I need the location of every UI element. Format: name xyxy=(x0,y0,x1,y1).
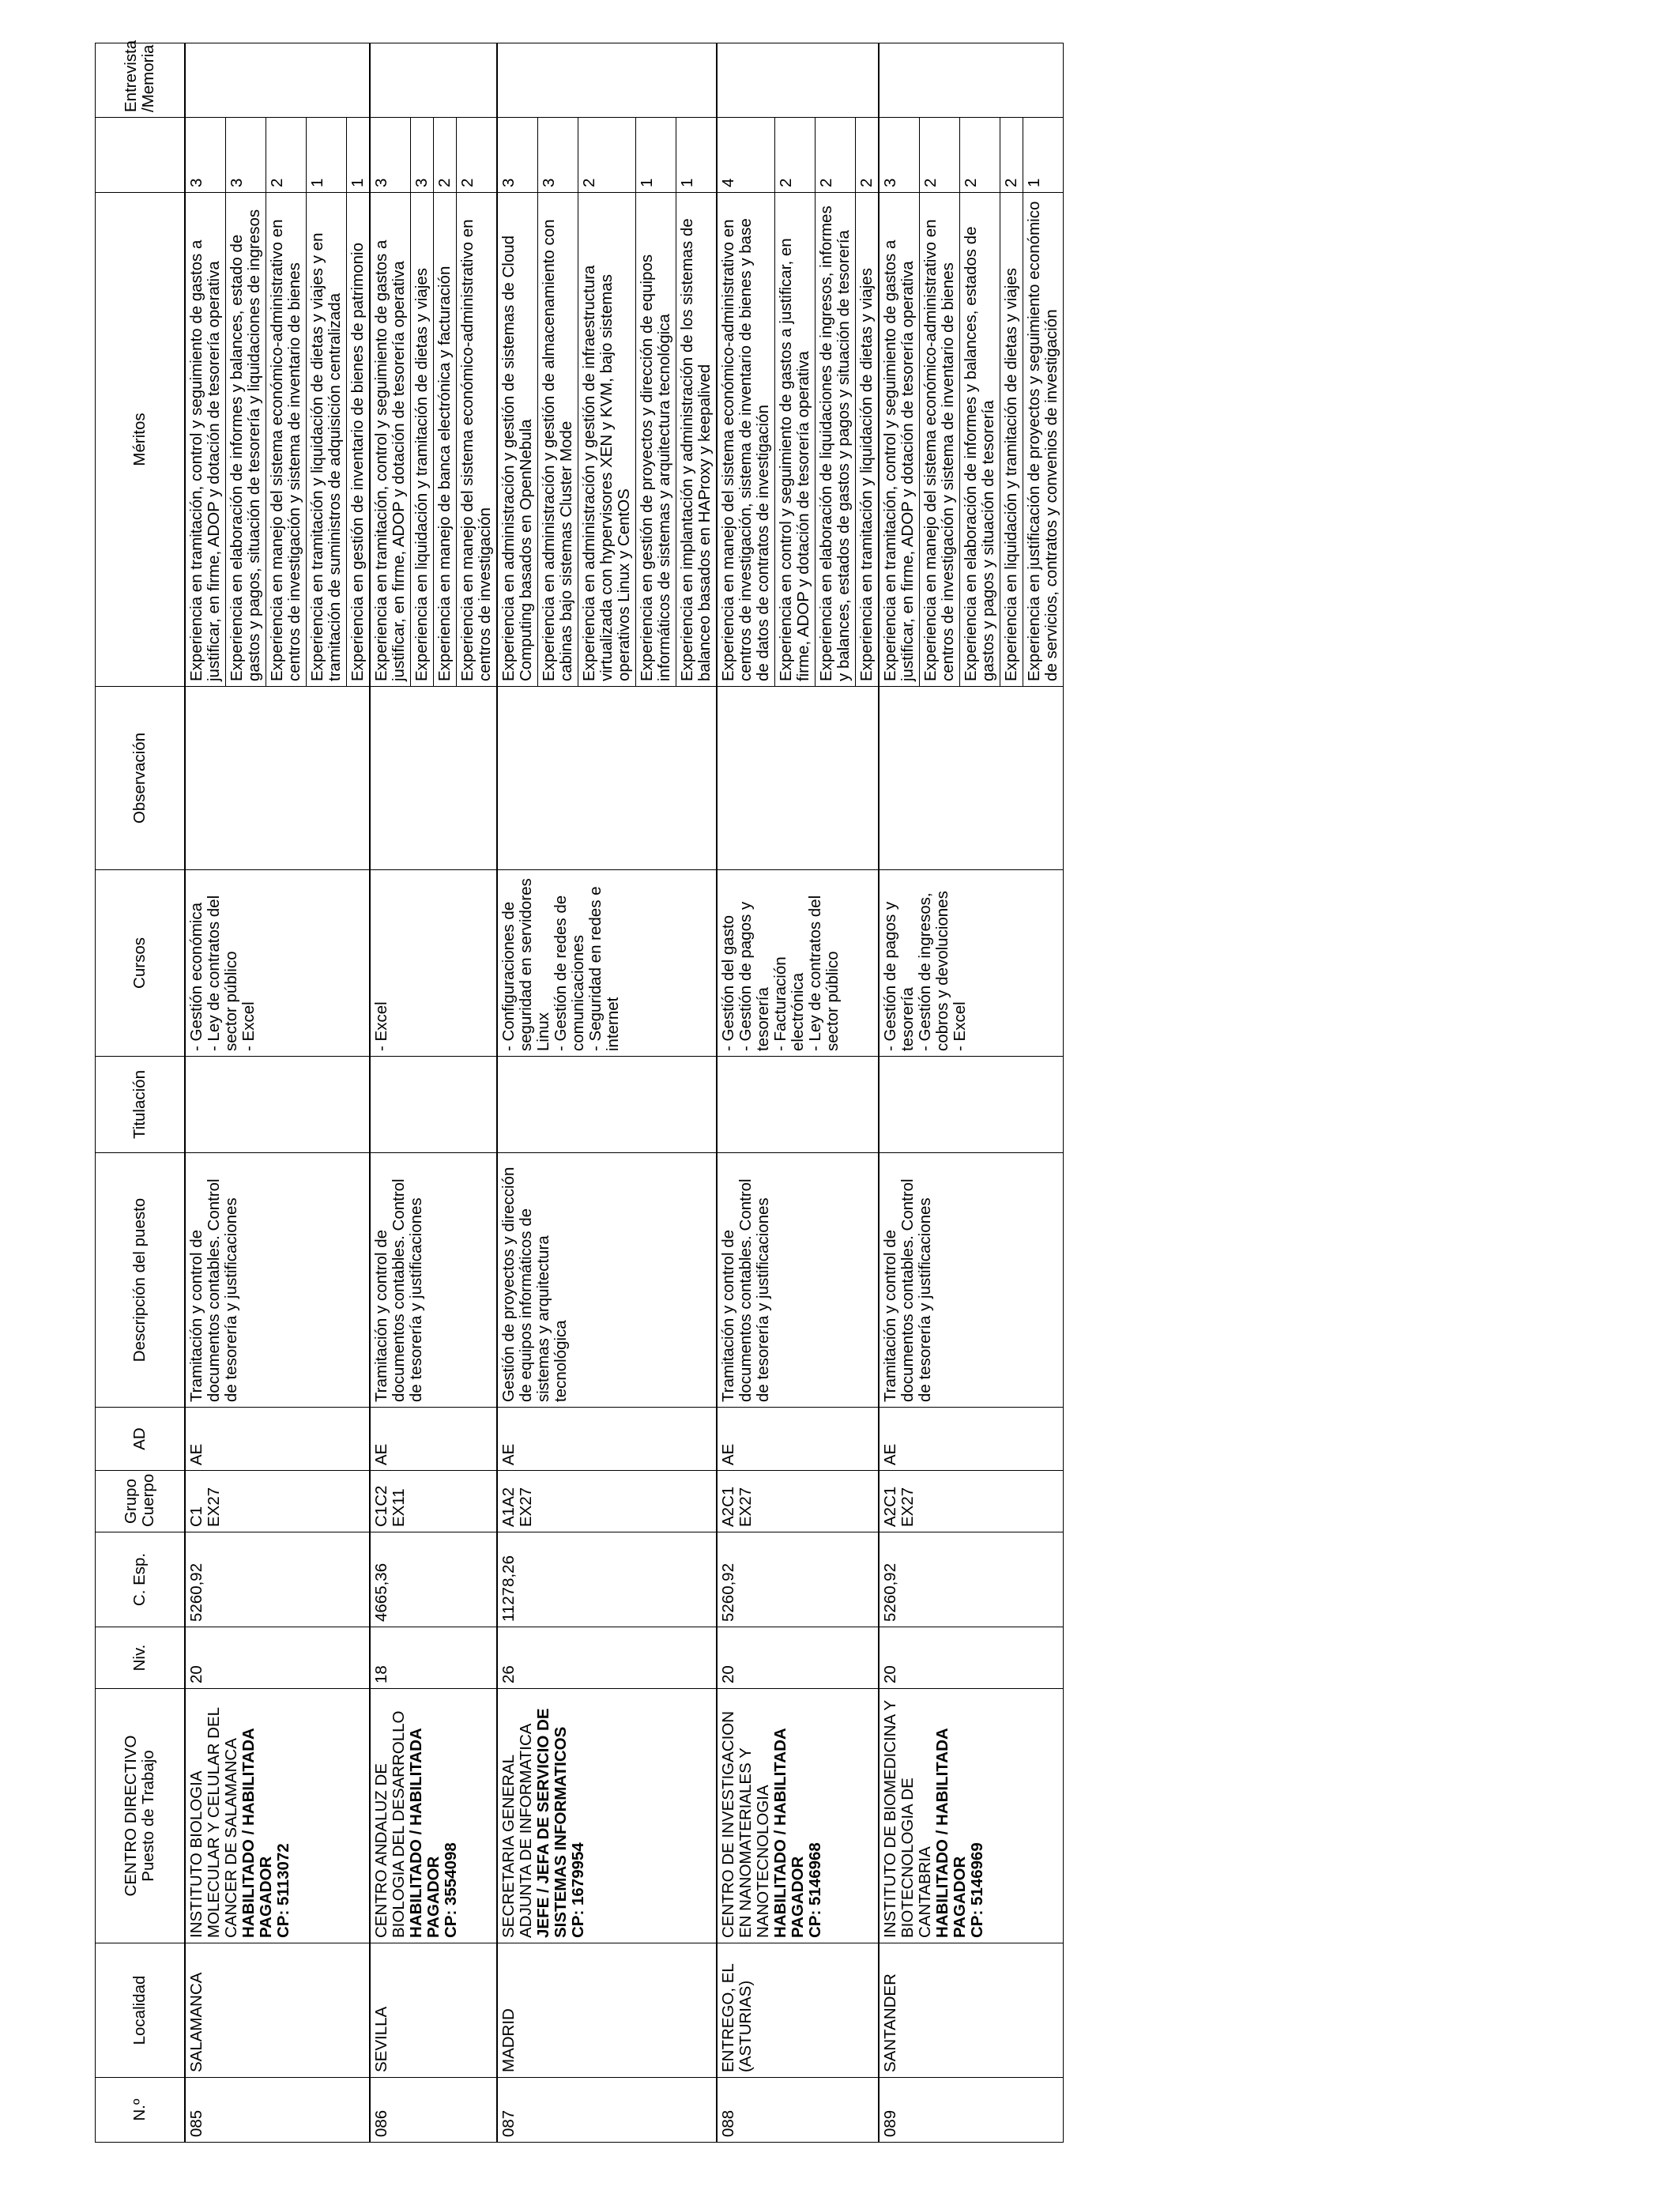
cell-grupo xyxy=(879,1471,1064,1532)
cell-ad: AE xyxy=(879,1408,1064,1471)
cp-code: CP: 5146969 xyxy=(968,1842,986,1938)
puesto-name: HABILITADO / HABILITADA PAGADOR xyxy=(407,1728,443,1938)
cell-entrevista xyxy=(370,43,497,118)
header-row xyxy=(96,43,186,2143)
cell-merito: Experiencia en elaboración de liquidaciones de ingresos, informes y balances, estados de gastos y pagos y situación de tesorería xyxy=(816,193,856,687)
cell-merito-points: 2 xyxy=(775,118,816,193)
header-grupo: Grupo Cuerpo xyxy=(96,1471,186,1532)
cell-merito: Experiencia en elaboración de informes y balances, estados de gastos y pagos y situación de tesorería xyxy=(960,193,1000,687)
cell-centro xyxy=(717,1689,879,1943)
cell-nivel: 20 xyxy=(185,1627,370,1689)
cell-merito: Experiencia en administración y gestión de almacenamiento con cabinas bajo sistemas Cluster Mode xyxy=(538,193,578,687)
cell-grupo xyxy=(717,1471,879,1532)
header-centro: CENTRO DIRECTIVO Puesto de Trabajo xyxy=(96,1689,186,1943)
cell-merito-points: 2 xyxy=(960,118,1000,193)
cell-nivel: 20 xyxy=(717,1627,879,1689)
cell-number: 089 xyxy=(879,2078,1064,2143)
header-observacion: Observación xyxy=(96,687,186,870)
cuerpo-value: EX27 xyxy=(517,1487,535,1527)
cell-merito-points: 1 xyxy=(676,118,718,193)
cell-descripcion: Tramitación y control de documentos contables. Control de tesorería y justificaciones xyxy=(370,1153,497,1408)
header-descripcion: Descripción del puesto xyxy=(96,1153,186,1408)
header-cesp: C. Esp. xyxy=(96,1532,186,1627)
cell-titulacion xyxy=(370,1057,497,1153)
cell-grupo xyxy=(185,1471,370,1532)
cell-merito-points: 1 xyxy=(347,118,371,193)
header-ad: AD xyxy=(96,1408,186,1471)
cell-cursos xyxy=(185,870,370,1057)
curso-item: - Ley de contratos del sector público xyxy=(205,895,240,1051)
table-body xyxy=(185,43,1064,2143)
cell-merito: Experiencia en liquidación y tramitación de dietas y viajes xyxy=(1000,193,1023,687)
cell-ad: AE xyxy=(717,1408,879,1471)
cell-merito: Experiencia en manejo del sistema económico-administrativo en centros de investigación, sistema de inventario de bienes y base de datos de contratos de investigación xyxy=(717,193,775,687)
cell-merito-points: 3 xyxy=(185,118,226,193)
puesto-name: JEFE / JEFA DE SERVICIO DE SISTEMAS INFORMATICOS xyxy=(534,1708,570,1938)
cell-complemento: 5260,92 xyxy=(879,1532,1064,1627)
cell-localidad: SANTANDER xyxy=(879,1943,1064,2078)
header-localidad: Localidad xyxy=(96,1943,186,2078)
cell-ad: AE xyxy=(370,1408,497,1471)
cell-observacion xyxy=(879,687,1064,870)
cell-merito-points: 3 xyxy=(411,118,434,193)
cell-number: 087 xyxy=(497,2078,717,2143)
cell-number: 086 xyxy=(370,2078,497,2143)
header-entrevista: Entrevista /Memoria xyxy=(96,43,186,118)
cell-merito-points: 3 xyxy=(226,118,266,193)
cell-number: 085 xyxy=(185,2078,370,2143)
cell-entrevista xyxy=(879,43,1064,118)
cell-localidad: MADRID xyxy=(497,1943,717,2078)
cp-code: CP: 3554098 xyxy=(442,1842,460,1938)
centro-name: SECRETARIA GENERAL ADJUNTA DE INFORMATICA xyxy=(499,1723,535,1938)
curso-item: - Gestión de pagos y tesorería xyxy=(881,901,917,1051)
cell-observacion xyxy=(717,687,879,870)
cp-code: CP: 5146968 xyxy=(806,1842,824,1938)
cell-titulacion xyxy=(717,1057,879,1153)
table-row xyxy=(370,43,411,2143)
cell-complemento: 11278,26 xyxy=(497,1532,717,1627)
grupo-value: C1 xyxy=(187,1506,205,1527)
centro-name: CENTRO DE INVESTIGACION EN NANOMATERIALES Y NANOTECNOLOGIA xyxy=(719,1710,772,1938)
cell-cursos xyxy=(497,870,717,1057)
cell-titulacion xyxy=(497,1057,717,1153)
cell-observacion xyxy=(185,687,370,870)
cell-entrevista xyxy=(185,43,370,118)
cell-merito-points: 2 xyxy=(457,118,498,193)
cell-titulacion xyxy=(185,1057,370,1153)
cell-merito-points: 2 xyxy=(578,118,636,193)
curso-item: - Configuraciones de seguridad en servidores Linux xyxy=(499,878,552,1051)
cell-merito-points: 2 xyxy=(434,118,457,193)
curso-item: - Gestión del gasto xyxy=(719,914,737,1051)
grupo-value: A2C1 xyxy=(719,1486,737,1527)
header-puntos xyxy=(96,118,186,193)
cell-titulacion xyxy=(879,1057,1064,1153)
cell-merito-points: 3 xyxy=(497,118,538,193)
table-row xyxy=(717,43,775,2143)
cell-merito-points: 2 xyxy=(816,118,856,193)
cell-descripcion: Gestión de proyectos y dirección de equipos informáticos de sistemas y arquitectura tecnológica xyxy=(497,1153,717,1408)
cell-grupo xyxy=(497,1471,717,1532)
cell-merito-points: 1 xyxy=(636,118,676,193)
cell-nivel: 26 xyxy=(497,1627,717,1689)
cell-grupo xyxy=(370,1471,497,1532)
cell-localidad: SEVILLA xyxy=(370,1943,497,2078)
cell-ad: AE xyxy=(185,1408,370,1471)
header-titulacion: Titulación xyxy=(96,1057,186,1153)
puesto-name: HABILITADO / HABILITADA PAGADOR xyxy=(239,1728,275,1938)
cell-descripcion: Tramitación y control de documentos contables. Control de tesorería y justificaciones xyxy=(879,1153,1064,1408)
cell-localidad: SALAMANCA xyxy=(185,1943,370,2078)
cell-entrevista xyxy=(497,43,717,118)
cell-merito-points: 2 xyxy=(920,118,960,193)
rotated-page xyxy=(95,40,1443,2143)
cell-merito: Experiencia en implantación y administración de los sistemas de balanceo basados en HAProxy y keepalived xyxy=(676,193,718,687)
cell-centro xyxy=(879,1689,1064,1943)
curso-item: - Facturación electrónica xyxy=(771,956,807,1051)
header-niv: Niv. xyxy=(96,1627,186,1689)
curso-item: - Excel xyxy=(372,1001,390,1051)
cell-merito-points: 2 xyxy=(1000,118,1023,193)
cell-merito: Experiencia en manejo del sistema económico-administrativo en centros de investigación y sistema de inventario de bienes xyxy=(266,193,307,687)
curso-item: - Gestión de ingresos, cobros y devoluciones xyxy=(916,891,951,1051)
cell-descripcion: Tramitación y control de documentos contables. Control de tesorería y justificaciones xyxy=(185,1153,370,1408)
curso-item: - Excel xyxy=(239,1001,258,1051)
puesto-name: HABILITADO / HABILITADA PAGADOR xyxy=(771,1728,807,1938)
grupo-value: C1C2 xyxy=(372,1485,390,1527)
cell-merito-points: 3 xyxy=(370,118,411,193)
cell-merito: Experiencia en gestión de inventario de bienes de patrimonio xyxy=(347,193,371,687)
curso-item: - Gestión de redes de comunicaciones xyxy=(552,895,587,1051)
cell-centro xyxy=(370,1689,497,1943)
cell-observacion xyxy=(497,687,717,870)
cell-merito: Experiencia en manejo del sistema económico-administrativo en centros de investigación xyxy=(457,193,498,687)
cell-merito: Experiencia en tramitación, control y seguimiento de gastos a justificar, en firme, ADOP y dotación de tesorería operativa xyxy=(370,193,411,687)
cell-cursos xyxy=(717,870,879,1057)
centro-name: INSTITUTO BIOLOGIA MOLECULAR Y CELULAR DEL CANCER DE SALAMANCA xyxy=(187,1707,240,1938)
cp-code: CP: 5113072 xyxy=(274,1843,292,1938)
cell-merito: Experiencia en tramitación, control y seguimiento de gastos a justificar, en firme, ADOP y dotación de tesorería operativa xyxy=(185,193,226,687)
cuerpo-value: EX27 xyxy=(736,1487,755,1527)
cuerpo-value: EX27 xyxy=(898,1487,917,1527)
cell-complemento: 4665,36 xyxy=(370,1532,497,1627)
curso-item: - Gestión económica xyxy=(187,902,205,1051)
cell-merito: Experiencia en justificación de proyectos y seguimiento económico de servicios, contratos y convenios de investigación xyxy=(1023,193,1064,687)
header-n: N.º xyxy=(96,2078,186,2143)
cell-observacion xyxy=(370,687,497,870)
cell-merito: Experiencia en administración y gestión de infraestructura virtualizada con hypervisores XEN y KVM, bajo sistemas operativos Linux y CentOS xyxy=(578,193,636,687)
cell-cursos xyxy=(879,870,1064,1057)
header-meritos: Méritos xyxy=(96,193,186,687)
cell-centro xyxy=(185,1689,370,1943)
cell-merito-points: 3 xyxy=(538,118,578,193)
table-row xyxy=(497,43,538,2143)
cell-merito: Experiencia en control y seguimiento de gastos a justificar, en firme, ADOP y dotación de tesorería operativa xyxy=(775,193,816,687)
cell-cursos xyxy=(370,870,497,1057)
cell-merito: Experiencia en administración y gestión de sistemas de Cloud Computing basados en OpenNebula xyxy=(497,193,538,687)
grupo-value: A2C1 xyxy=(881,1486,899,1527)
cell-nivel: 20 xyxy=(879,1627,1064,1689)
cell-number: 088 xyxy=(717,2078,879,2143)
cell-entrevista xyxy=(717,43,879,118)
table-row xyxy=(879,43,920,2143)
curso-item: - Gestión de pagos y tesorería xyxy=(736,901,772,1051)
curso-item: - Excel xyxy=(951,1001,969,1051)
cell-merito-points: 3 xyxy=(879,118,920,193)
curso-item: - Seguridad en redes e internet xyxy=(586,886,622,1051)
cell-merito: Experiencia en tramitación y liquidación de dietas y viajes y en tramitación de suministros de adquisición centralizada xyxy=(307,193,347,687)
puesto-name: HABILITADO / HABILITADA PAGADOR xyxy=(933,1728,969,1938)
cell-merito: Experiencia en manejo del sistema económico-administrativo en centros de investigación y sistema de inventario de bienes xyxy=(920,193,960,687)
cell-merito: Experiencia en gestión de proyectos y dirección de equipos informáticos de sistemas y arquitectura tecnológica xyxy=(636,193,676,687)
vacancies-table xyxy=(95,40,1064,2143)
header-cursos: Cursos xyxy=(96,870,186,1057)
cp-code: CP: 1679954 xyxy=(569,1842,587,1938)
cell-merito: Experiencia en tramitación y liquidación de dietas y viajes xyxy=(856,193,880,687)
cell-ad: AE xyxy=(497,1408,717,1471)
curso-item: - Ley de contratos del sector público xyxy=(806,895,842,1051)
cell-merito-points: 2 xyxy=(856,118,880,193)
cell-merito: Experiencia en manejo de banca electrónica y facturación xyxy=(434,193,457,687)
cell-merito: Experiencia en tramitación, control y seguimiento de gastos a justificar, en firme, ADOP y dotación de tesorería operativa xyxy=(879,193,920,687)
cell-nivel: 18 xyxy=(370,1627,497,1689)
cell-localidad: ENTREGO, EL (ASTURIAS) xyxy=(717,1943,879,2078)
cuerpo-value: EX27 xyxy=(205,1487,223,1527)
centro-name: CENTRO ANDALUZ DE BIOLOGIA DEL DESARROLLO xyxy=(372,1710,408,1938)
cuerpo-value: EX11 xyxy=(390,1488,408,1527)
cell-merito-points: 2 xyxy=(266,118,307,193)
cell-merito-points: 1 xyxy=(1023,118,1064,193)
cell-complemento: 5260,92 xyxy=(717,1532,879,1627)
cell-merito: Experiencia en elaboración de informes y balances, estado de gastos y pagos, situación de tesorería y liquidaciones de ingresos xyxy=(226,193,266,687)
cell-centro xyxy=(497,1689,717,1943)
cell-merito-points: 1 xyxy=(307,118,347,193)
cell-merito: Experiencia en liquidación y tramitación de dietas y viajes xyxy=(411,193,434,687)
table-row xyxy=(185,43,226,2143)
cell-merito-points: 4 xyxy=(717,118,775,193)
cell-descripcion: Tramitación y control de documentos contables. Control de tesorería y justificaciones xyxy=(717,1153,879,1408)
centro-name: INSTITUTO DE BIOMEDICINA Y BIOTECNOLOGIA DE CANTABRIA xyxy=(881,1700,934,1938)
cell-complemento: 5260,92 xyxy=(185,1532,370,1627)
grupo-value: A1A2 xyxy=(499,1487,518,1527)
